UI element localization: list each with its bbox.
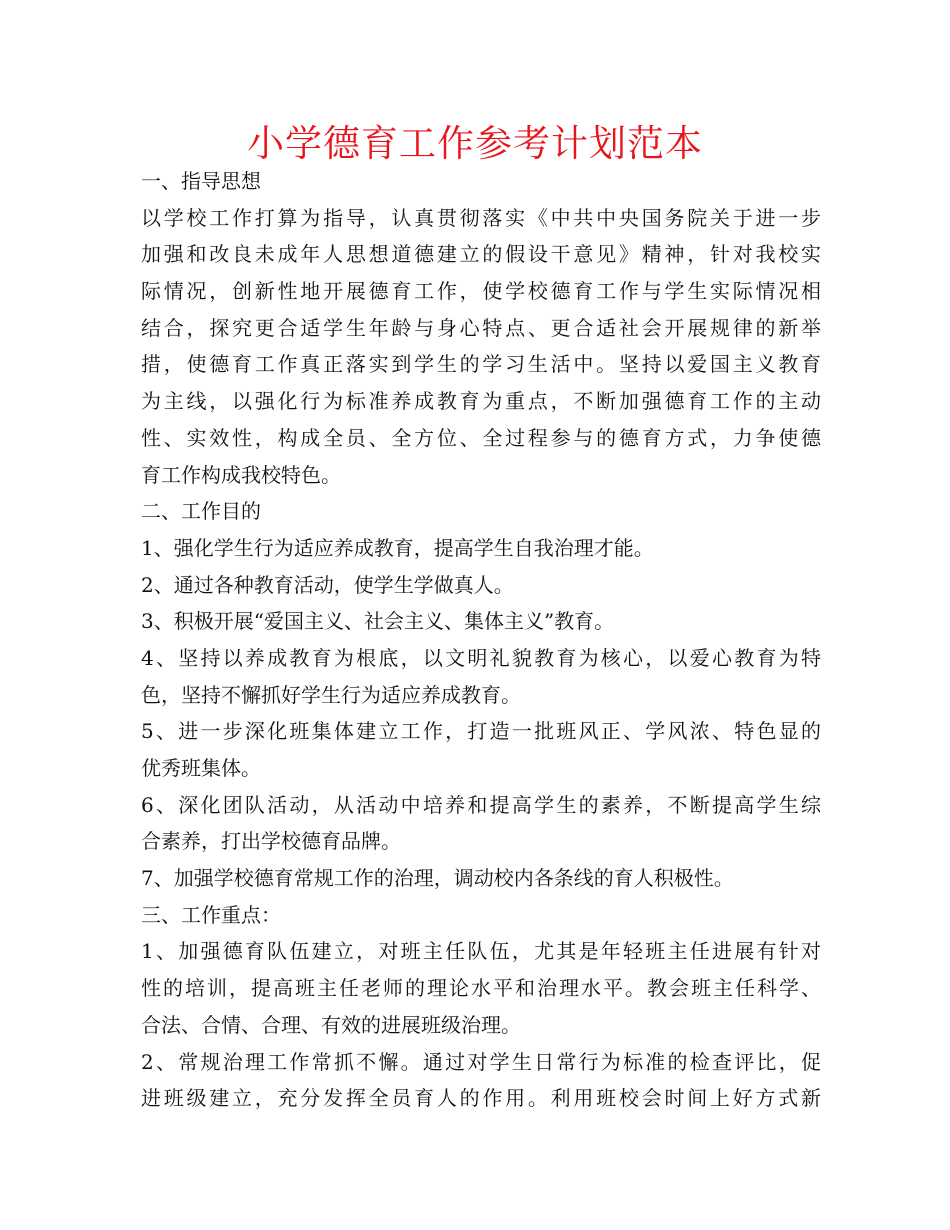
text-line: 色，坚持不懈抓好学生行为适应养成教育。 (141, 682, 521, 707)
document-title: 小学德育工作参考计划范本 (247, 122, 703, 165)
text-line: 进班级建立，充分发挥全员育人的作用。利用班校会时间上好方式新 (141, 1086, 821, 1111)
text-line: 际情况，创新性地开展德育工作，使学校德育工作与学生实际情况相 (141, 279, 821, 304)
text-line: 性的培训，提高班主任老师的理论水平和治理水平。教会班主任科学、 (141, 976, 821, 1001)
text-line: 1、强化学生行为适应养成教育，提高学生自我治理才能。 (141, 535, 654, 560)
text-line: 4、坚持以养成教育为根底，以文明礼貌教育为核心，以爱心教育为特 (141, 645, 821, 670)
text-line: 以学校工作打算为指导，认真贯彻落实《中共中央国务院关于进一步 (141, 205, 821, 230)
text-line: 措，使德育工作真正落实到学生的学习生活中。坚持以爱国主义教育 (141, 352, 821, 377)
text-line: 3、积极开展“爱国主义、社会主义、集体主义”教育。 (141, 609, 615, 634)
text-line: 6、深化团队活动，从活动中培养和提高学生的素养，不断提高学生综 (141, 792, 821, 817)
document-body (141, 163, 821, 1117)
text-line: 5、进一步深化班集体建立工作，打造一批班风正、学风浓、特色显的 (141, 719, 821, 744)
text-line: 2、常规治理工作常抓不懈。通过对学生日常行为标准的检查评比，促 (141, 1049, 821, 1074)
text-line: 合法、合情、合理、有效的进展班级治理。 (141, 1012, 521, 1037)
text-line: 2、通过各种教育活动，使学生学做真人。 (141, 572, 514, 597)
text-line: 一、指导思想 (141, 169, 261, 193)
text-line: 三、工作重点： (141, 902, 281, 927)
text-line: 结合，探究更合适学生年龄与身心特点、更合适社会开展规律的新举 (141, 315, 821, 340)
text-line: 二、工作目的 (141, 499, 261, 524)
text-line: 优秀班集体。 (141, 756, 261, 780)
text-line: 加强和改良未成年人思想道德建立的假设干意见》精神，针对我校实 (141, 242, 821, 267)
text-line: 育工作构成我校特色。 (141, 462, 341, 487)
text-line: 为主线，以强化行为标准养成教育为重点，不断加强德育工作的主动 (141, 389, 821, 414)
text-line: 1、加强德育队伍建立，对班主任队伍，尤其是年轻班主任进展有针对 (141, 939, 821, 964)
text-line: 性、实效性，构成全员、全方位、全过程参与的德育方式，力争使德 (141, 425, 821, 450)
text-line: 合素养，打出学校德育品牌。 (141, 829, 401, 854)
text-line: 7、加强学校德育常规工作的治理，调动校内各条线的育人积极性。 (141, 866, 734, 891)
